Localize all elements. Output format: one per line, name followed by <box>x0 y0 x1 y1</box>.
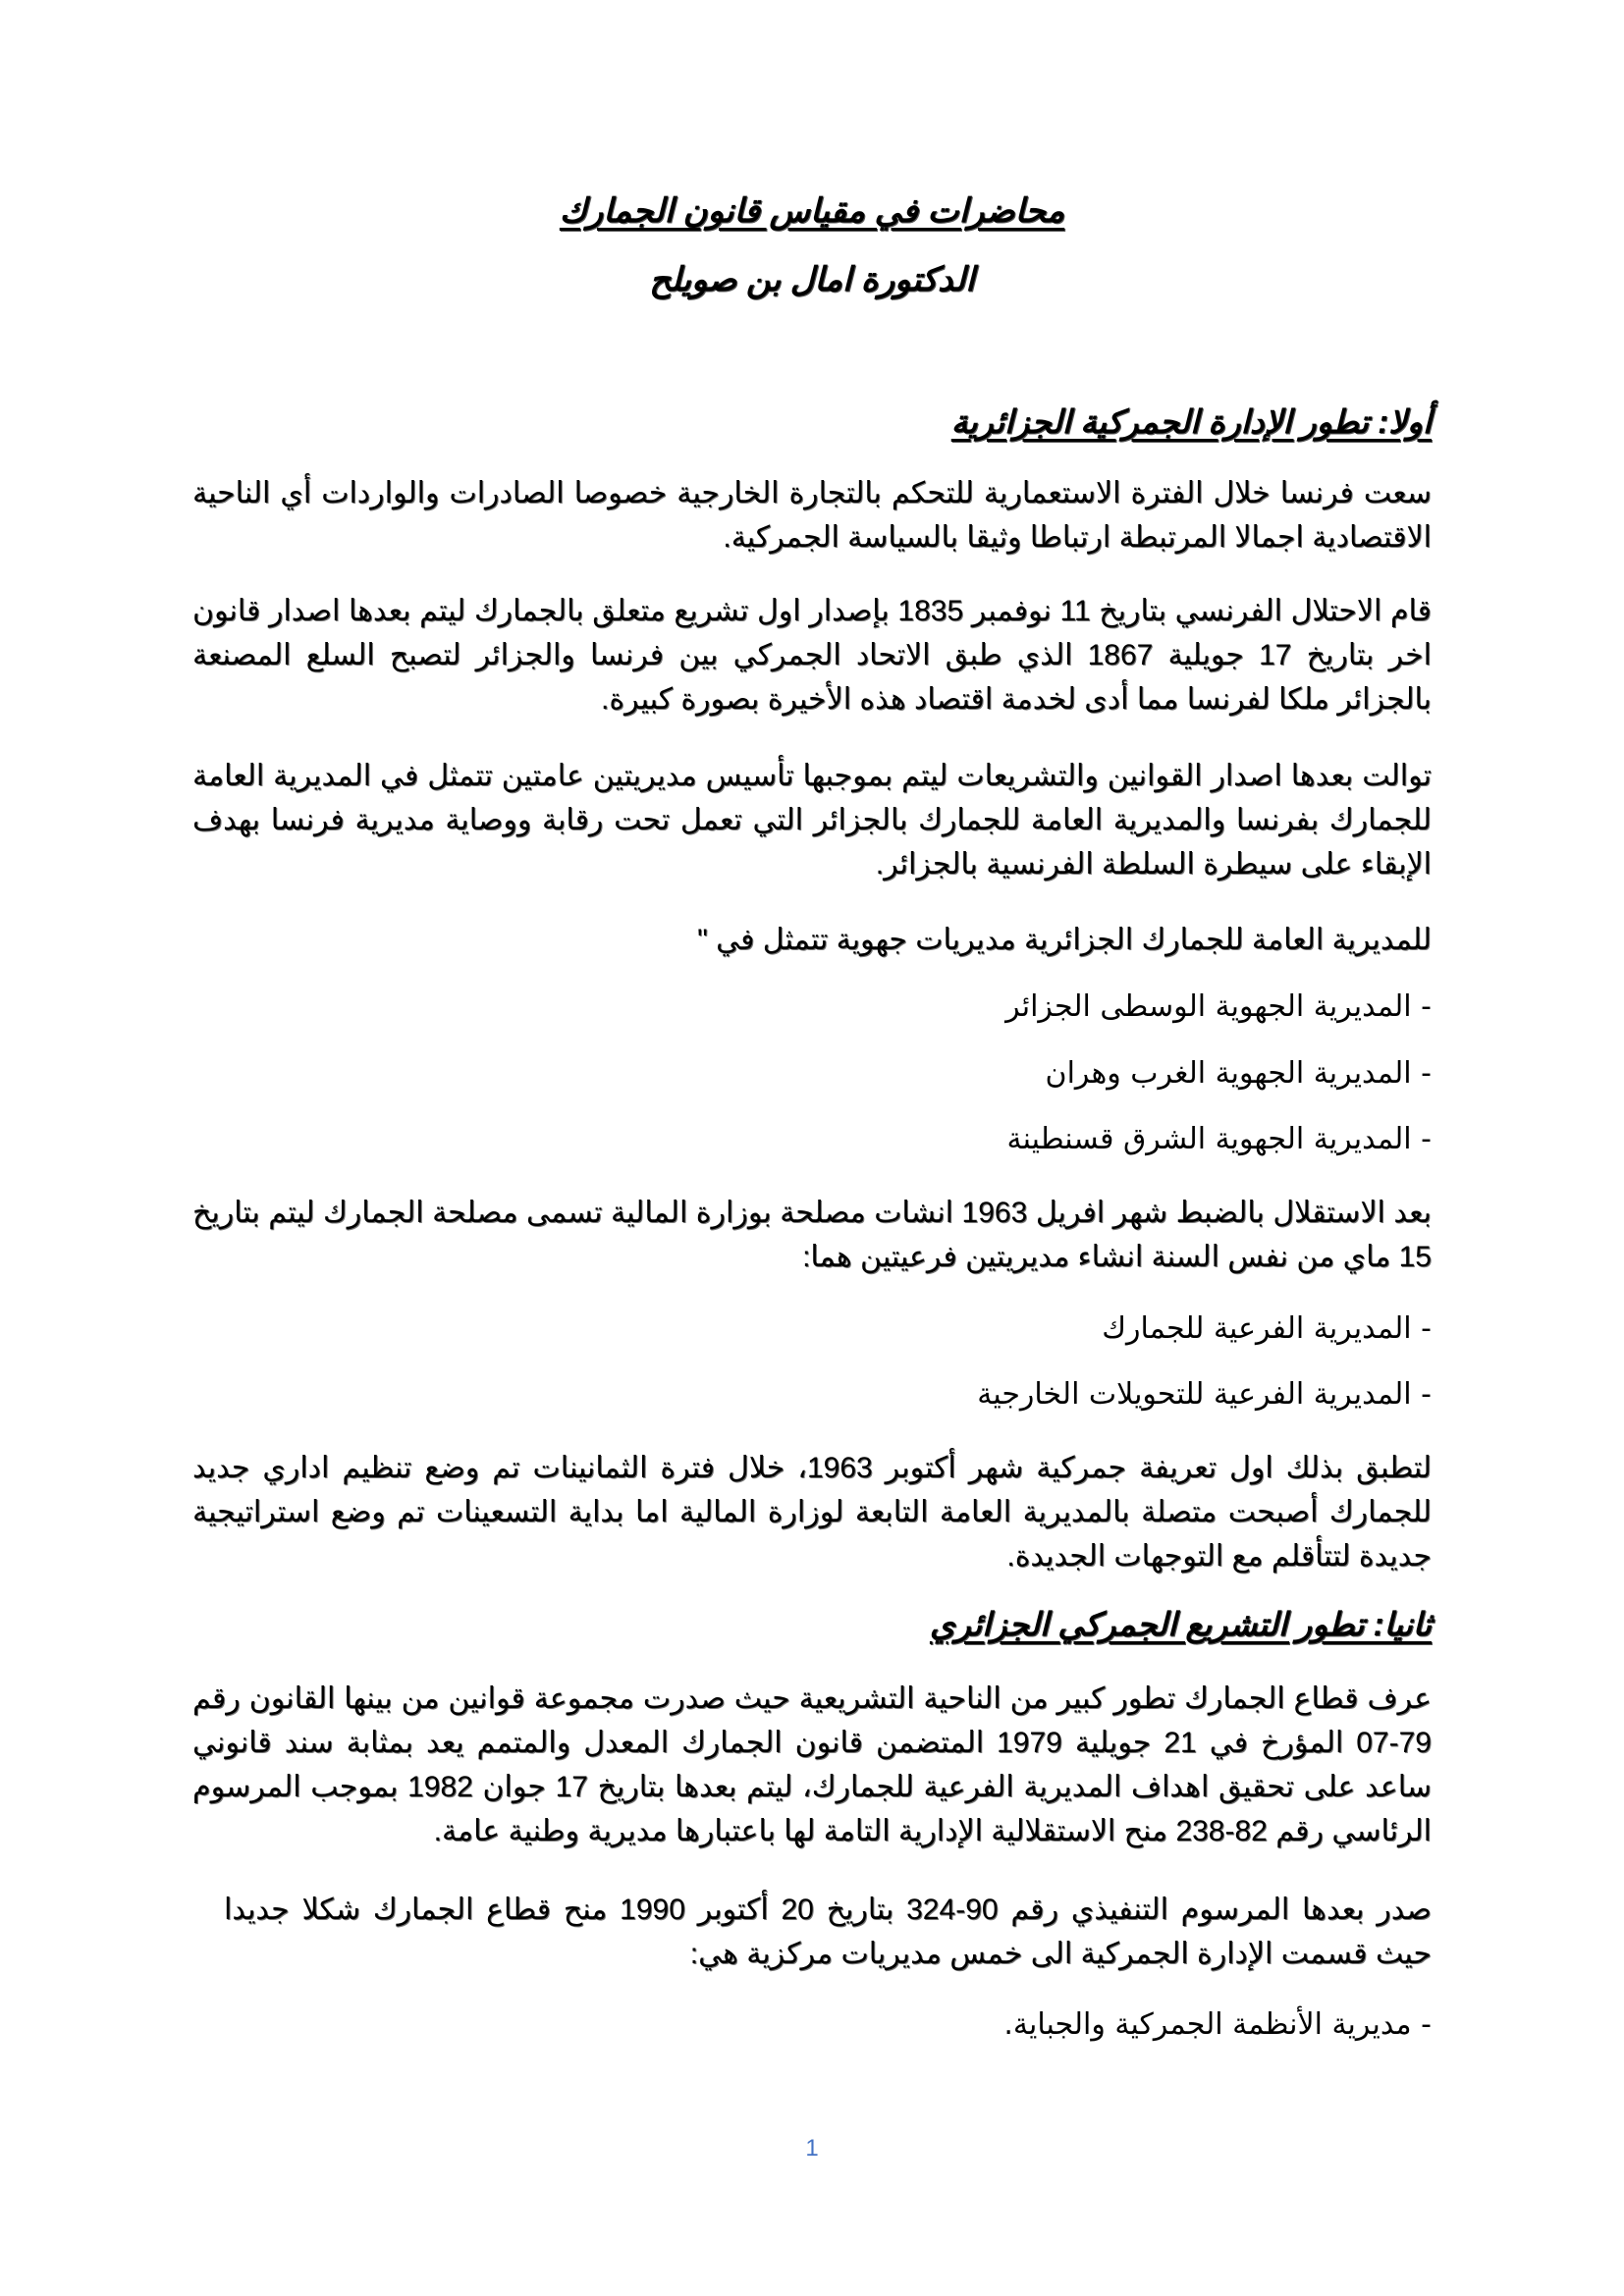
document-author: الدكتورة امال بن صويلح <box>649 261 975 298</box>
section-1-paragraph-4: للمديرية العامة للجمارك الجزائرية مديريات جهوية تتمثل في " <box>697 924 1432 956</box>
regional-directorate-item: - المديرية الجهوية الوسطى الجزائر <box>1005 989 1432 1024</box>
regional-directorate-item: - المديرية الجهوية الشرق قسنطينة <box>1006 1122 1432 1156</box>
section-2-paragraph-1: عرف قطاع الجمارك تطور كبير من الناحية التشريعية حيث صدرت مجموعة قوانين من بينها القانون رقم 79-07 المؤرخ في 21 جويلية 1979 المتضمن قانون الجمارك المعدل والمتمم يعد بمثابة سند قانوني ساعد على تحقيق اهداف المديرية الفرعية للجمارك، ليتم بعدها بتاريخ 17 جوان 1982 بموجب المرسوم الرئاسي رقم 82-238 منح الاستقلالية الإدارية التامة لها باعتبارها مديرية وطنية عامة. <box>192 1682 1432 1847</box>
section-1-paragraph-6: لتطبق بذلك اول تعريفة جمركية شهر أكتوبر 1963، خلال فترة الثمانينات تم وضع تنظيم اداري جديد للجمارك أصبحت متصلة بالمديرية العامة التابعة لوزارة المالية اما بداية التسعينات تم وضع استراتيجية جديدة لتتأقلم مع التوجهات الجديدة. <box>192 1452 1433 1573</box>
regional-directorate-item: - المديرية الجهوية الغرب وهران <box>1045 1056 1432 1091</box>
sub-directorate-item: - المديرية الفرعية للجمارك <box>1102 1311 1432 1346</box>
sub-directorate-item: - المديرية الفرعية للتحويلات الخارجية <box>977 1377 1432 1412</box>
central-directorate-item: - مديرية الأنظمة الجمركية والجباية. <box>1003 2007 1432 2042</box>
document-title: محاضرات في مقياس قانون الجمارك <box>559 192 1065 230</box>
page-number: 1 <box>805 2135 819 2162</box>
section-2-heading: ثانيا: تطور التشريع الجمركي الجزائري <box>929 1606 1432 1642</box>
section-2-paragraph-2: صدر بعدها المرسوم التنفيذي رقم 90-324 بتاريخ 20 أكتوبر 1990 منح قطاع الجمارك شكلا جديدا حيث قسمت الإدارة الجمركية الى خمس مديريات مركزية هي: <box>224 1894 1432 1970</box>
section-1-paragraph-1: سعت فرنسا خلال الفترة الاستعمارية للتحكم بالتجارة الخارجية خصوصا الصادرات والواردات أي الناحية الاقتصادية اجمالا المرتبطة ارتباطا وثيقا بالسياسة الجمركية. <box>192 477 1432 554</box>
section-1-paragraph-5: بعد الاستقلال بالضبط شهر افريل 1963 انشات مصلحة بوزارة المالية تسمى مصلحة الجمارك ليتم بتاريخ 15 ماي من نفس السنة انشاء مديريتين فرعيتين هما: <box>192 1197 1432 1273</box>
section-1-paragraph-3: توالت بعدها اصدار القوانين والتشريعات ليتم بموجبها تأسيس مديريتين عامتين تتمثل في المديرية العامة للجمارك بفرنسا والمديرية العامة للجمارك بالجزائر التي تعمل تحت رقابة ووصاية مديرية فرنسا بهدف الإبقاء على سيطرة السلطة الفرنسية بالجزائر. <box>192 760 1432 881</box>
section-1-paragraph-2: قام الاحتلال الفرنسي بتاريخ 11 نوفمبر 1835 بإصدار اول تشريع متعلق بالجمارك ليتم بعدها اصدار قانون اخر بتاريخ 17 جويلية 1867 الذي طبق الاتحاد الجمركي بين فرنسا والجزائر لتصبح السلع المصنعة بالجزائر ملكا لفرنسا مما أدى لخدمة اقتصاد هذه الأخيرة بصورة كبيرة. <box>192 595 1433 716</box>
section-1-heading: أولا: تطور الإدارة الجمركية الجزائرية <box>950 403 1432 440</box>
